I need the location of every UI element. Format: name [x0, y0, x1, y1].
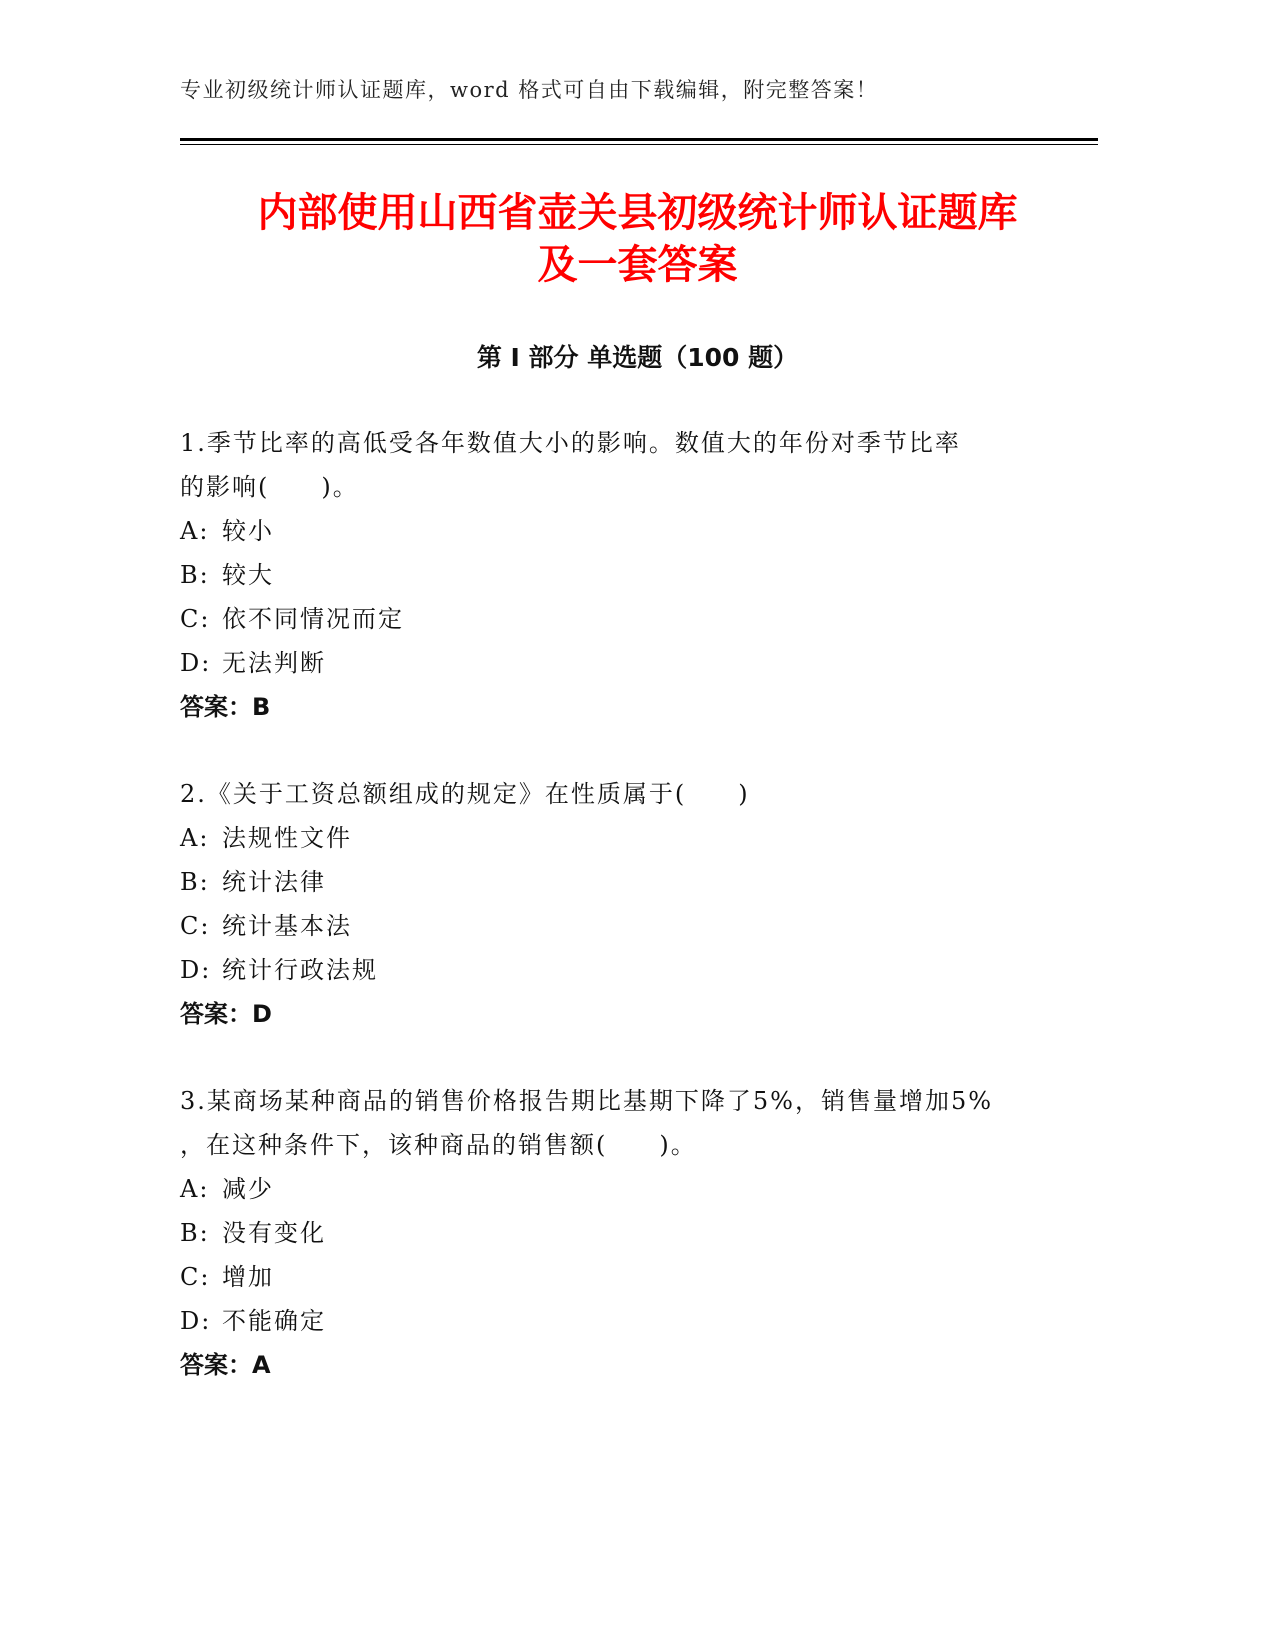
- header-rule-thick: [180, 138, 1098, 141]
- stem-line: 3.某商场某种商品的销售价格报告期比基期下降了5%，销售量增加5%: [180, 1087, 994, 1115]
- answer-label: 答案：A: [180, 1351, 271, 1379]
- option-c: [180, 1255, 1060, 1299]
- question-stem: [180, 772, 1060, 816]
- option-text: 法规性文件: [222, 824, 352, 852]
- option-a: [180, 509, 1060, 553]
- option-c: [180, 597, 1060, 641]
- option-a: [180, 816, 1060, 860]
- option-text: 统计基本法: [222, 912, 352, 940]
- option-letter: C:: [180, 1263, 211, 1291]
- option-text: 统计法律: [222, 868, 326, 896]
- option-letter: B:: [180, 868, 210, 896]
- question-2: [180, 772, 1060, 1036]
- option-a: [180, 1167, 1060, 1211]
- option-c: [180, 904, 1060, 948]
- option-letter: A:: [180, 824, 210, 852]
- question-stem: [180, 1079, 1060, 1167]
- option-b: [180, 1211, 1060, 1255]
- question-3: [180, 1079, 1060, 1387]
- section-title: 第 I 部分 单选题（100 题）: [476, 343, 799, 372]
- option-text: 不能确定: [222, 1307, 326, 1335]
- option-letter: C:: [180, 912, 211, 940]
- option-text: 较大: [222, 561, 274, 589]
- option-d: [180, 1299, 1060, 1343]
- stem-line: 的影响( )。: [180, 473, 359, 501]
- option-d: [180, 948, 1060, 992]
- stem-line: 1.季节比率的高低受各年数值大小的影响。数值大的年份对季节比率: [180, 429, 961, 457]
- option-text: 统计行政法规: [222, 956, 378, 984]
- question-list: [180, 421, 1060, 1430]
- option-letter: D:: [180, 1307, 212, 1335]
- document-title: [120, 187, 1155, 291]
- option-text: 增加: [222, 1263, 274, 1291]
- header-note: 专业初级统计师认证题库，word 格式可自由下载编辑，附完整答案！: [180, 78, 879, 102]
- option-letter: D:: [180, 956, 212, 984]
- option-d: [180, 641, 1060, 685]
- option-text: 较小: [222, 517, 274, 545]
- option-text: 无法判断: [222, 649, 326, 677]
- option-letter: A:: [180, 517, 210, 545]
- question-stem: [180, 421, 1060, 509]
- option-letter: C:: [180, 605, 211, 633]
- option-letter: B:: [180, 561, 210, 589]
- stem-line: 2.《关于工资总额组成的规定》在性质属于( ): [180, 780, 750, 808]
- answer-label: 答案：D: [180, 1000, 272, 1028]
- answer-label: 答案：B: [180, 693, 271, 721]
- stem-line: ，在这种条件下，该种商品的销售额( )。: [180, 1131, 697, 1159]
- header-rule-thin: [180, 144, 1098, 145]
- question-1: [180, 421, 1060, 729]
- title-line-1: 内部使用山西省壶关县初级统计师认证题库: [257, 190, 1018, 236]
- option-letter: D:: [180, 649, 212, 677]
- option-b: [180, 860, 1060, 904]
- option-letter: B:: [180, 1219, 210, 1247]
- title-line-2: 及一套答案: [537, 242, 738, 288]
- option-text: 减少: [222, 1175, 274, 1203]
- option-text: 没有变化: [222, 1219, 326, 1247]
- option-letter: A:: [180, 1175, 210, 1203]
- option-b: [180, 553, 1060, 597]
- option-text: 依不同情况而定: [222, 605, 404, 633]
